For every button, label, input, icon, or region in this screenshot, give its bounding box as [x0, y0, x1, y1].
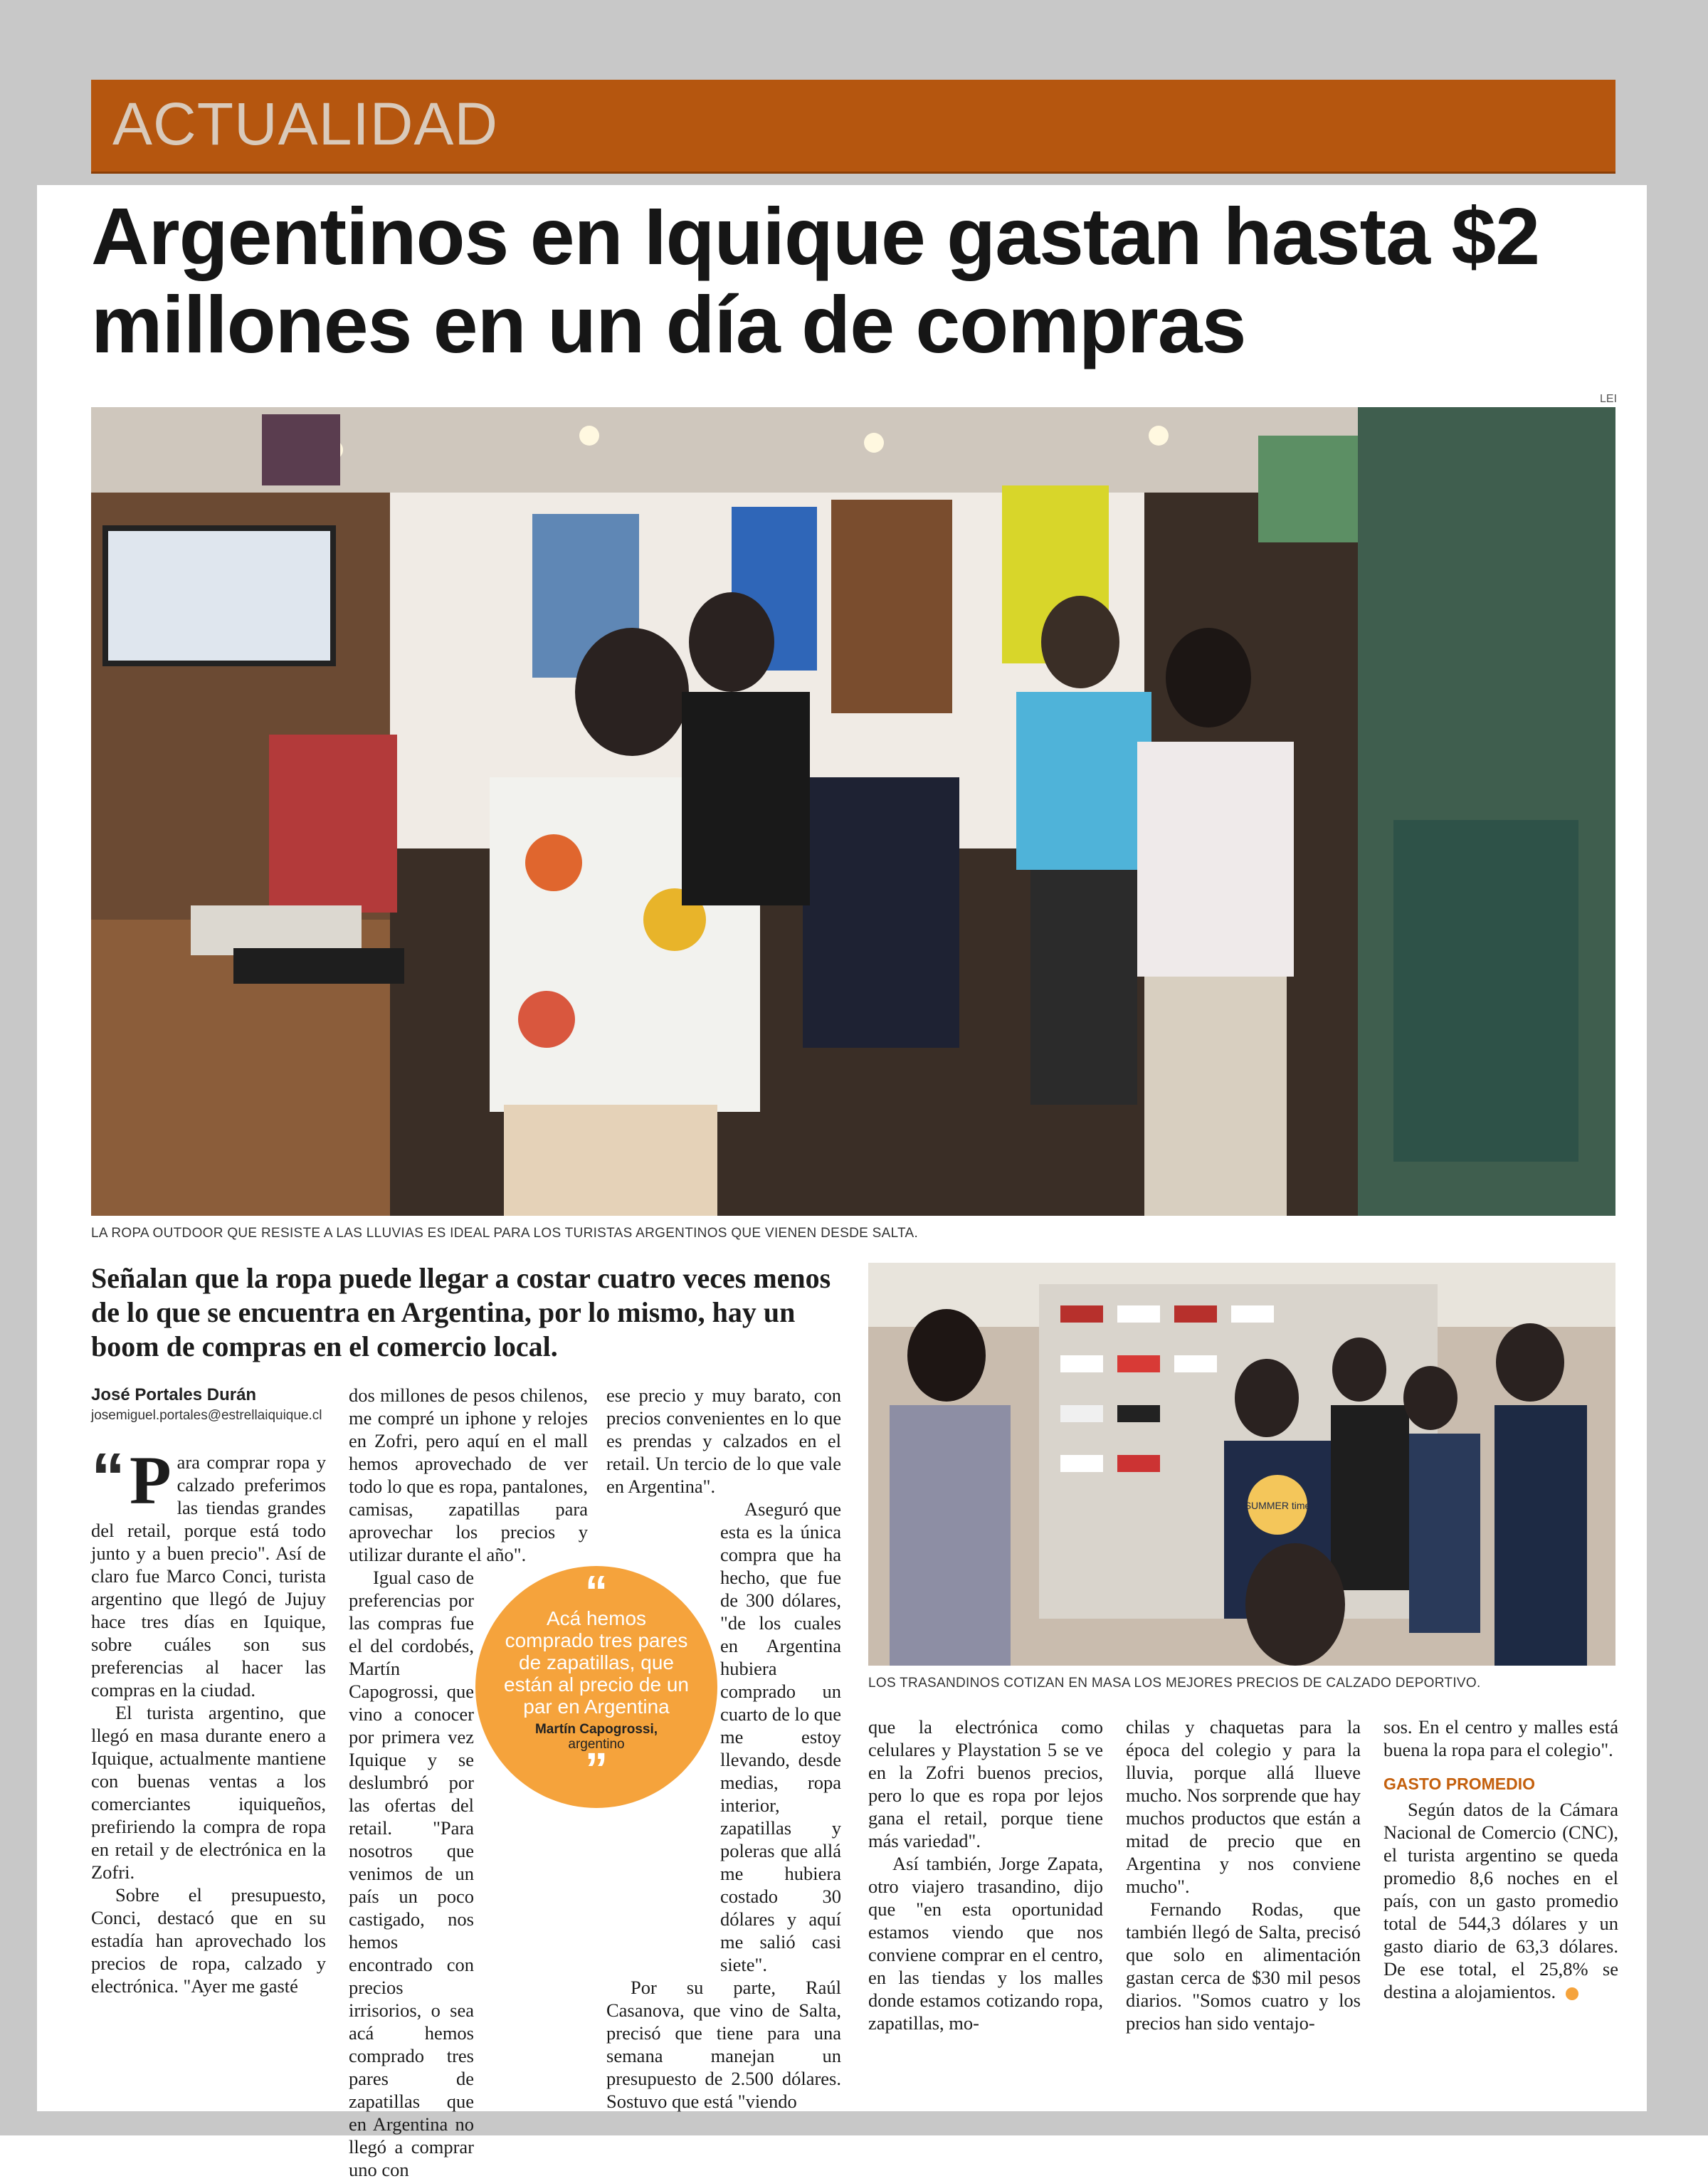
second-photo [868, 1263, 1615, 1666]
photo-credit: LEI [1600, 393, 1618, 405]
headline: Argentinos en Iquique gastan hasta $2 millones en un día de compras [91, 191, 1540, 369]
pull-quote [475, 1566, 717, 1808]
scan-border-left [0, 0, 37, 2135]
byline-email: josemiguel.portales@estrellaiquique.cl [91, 1408, 322, 1423]
second-photo-caption: LOS TRASANDINOS COTIZAN EN MASA LOS MEJORES PRECIOS DE CALZADO DEPORTIVO. [868, 1676, 1481, 1691]
paragraph: chilas y chaquetas para la época del colegio y para la lluvia, porque allá llueve mucho. Nos sorprende que hay muchos productos que están a mitad de precio que en Argentina y nos conviene mucho". [1126, 1716, 1361, 1897]
subhead-gasto-promedio: GASTO PROMEDIO [1383, 1775, 1535, 1793]
section-label: ACTUALIDAD [112, 90, 499, 157]
paragraph: Fernando Rodas, que también llegó de Salta, precisó que solo en alimentación gastan cerca de $30 mil pesos diarios. "Somos cuatro y los precios han sido ventajo- [1126, 1898, 1361, 2034]
pull-quote-close-mark: ” [585, 1743, 608, 1794]
paragraph-text: ara comprar ropa y calzado preferimos las tiendas grandes del retail, porque está todo junto y a buen precio". Así de claro fue Marco Conci, turista argentino que llegó de Jujuy hace tres días en Iquique, sobre cuáles son sus preferencias al hacer las compras en la ciudad. [91, 1451, 326, 1701]
article-column-5 [1126, 1715, 1361, 2034]
opening-paragraph [91, 1439, 326, 1701]
scan-border-bottom [0, 2111, 1708, 2135]
shoe-store-photo [868, 1263, 1615, 1666]
article-column-1 [91, 1439, 326, 1997]
paragraph: Sobre el presupuesto, Conci, destacó que en su estadía han aprovechado los precios de ropa, calzado y electrónica. "Ayer me gasté [91, 1884, 326, 1997]
pull-quote-role: argentino [568, 1737, 625, 1752]
paragraph [1383, 1798, 1618, 2003]
main-photo [91, 407, 1615, 1216]
article-column-6 [1383, 1715, 1618, 2003]
section-header-bar [91, 80, 1615, 174]
pull-quote-author: Martín Capogrossi, [534, 1722, 658, 1737]
drop-cap: P [130, 1442, 172, 1518]
byline-author: José Portales Durán [91, 1385, 257, 1404]
article-column-4 [868, 1715, 1103, 2034]
paragraph: sos. En el centro y malles está buena la ropa para el colegio". [1383, 1716, 1618, 1760]
paragraph: dos millones de pesos chilenos, me compré un iphone y relojes en Zofri, pero aquí en el mall hemos aprovechado de ver todo lo que es ropa, pantalones, camisas, zapatillas para aprovechar los precios y utilizar durante el año". [349, 1384, 588, 1565]
paragraph: Igual caso de preferencias por las compras fue el del cordobés, Martín Capogrossi, que vino a conocer por primera vez Iquique y se deslumbró por las ofertas del retail. "Para nosotros que venimos de un país un poco castigado, nos hemos encontrado con precios irrisorios, o sea acá hemos comprado tres pares de zapatillas que en Argentina no llegó a comprar uno con [349, 1567, 474, 2180]
pull-quote-open-mark: “ [585, 1566, 608, 1617]
paragraph: Aseguró que esta es la única compra que ha hecho, que fue de 300 dólares, "de los cuales en Argentina hubiera comprado un cuarto de lo que me estoy llevando, desde medias, ropa interior, zapatillas y poleras que allá me hubiera costado 30 dólares y aquí me salió casi siete". [720, 1498, 841, 1975]
byline [91, 1385, 333, 1424]
paragraph: que la electrónica como celulares y Playstation 5 se ve en la Zofri buenos precios, pero lo que es ropa por lejos gana el retail, porque tiene más variedad". [868, 1716, 1103, 1851]
store-interior-photo [91, 407, 1615, 1216]
paragraph: Así también, Jorge Zapata, otro viajero trasandino, dijo que "en esta oportunidad estamos viendo que nos conviene comprar en el centro, en las tiendas y los malles donde estamos cotizando ropa, zapatillas, mo- [868, 1853, 1103, 2034]
paragraph: ese precio y muy barato, con precios convenientes en lo que es prendas y calzados en el retail. Un tercio de lo que vale en Argentina". [606, 1384, 841, 1497]
opening-quote-mark: “ [91, 1439, 125, 1515]
main-photo-caption: LA ROPA OUTDOOR QUE RESISTE A LAS LLUVIAS ES IDEAL PARA LOS TURISTAS ARGENTINOS QUE VIENEN DESDE SALTA. [91, 1226, 919, 1241]
paragraph-text: Según datos de la Cámara Nacional de Comercio (CNC), el turista argentino se queda promedio 8,6 noches en el país, con un gasto promedio total de 544,3 dólares y un gasto diario de 63,3 dólares. De ese total, el 25,8% se destina a alojamientos. [1383, 1799, 1618, 2002]
tshirt-print-text: SUMMER time [1244, 1500, 1311, 1511]
paragraph: Por su parte, Raúl Casanova, que vino de Salta, precisó que tiene para una semana manejan un presupuesto de 2.500 dólares. Sostuvo que está "viendo [606, 1977, 841, 2112]
article-dek: Señalan que la ropa puede llegar a costar cuatro veces menos de lo que se encuentra en Argentina, por lo mismo, hay un boom de compras en el comercio local. [91, 1262, 831, 1362]
article-end-icon [1566, 1987, 1578, 2000]
paragraph: El turista argentino, que llegó en masa durante enero a Iquique, actualmente mantiene con buenas ventas a los comerciantes iquiqueños, prefiriendo la compra de ropa en retail y de electrónica en la Zofri. [91, 1702, 326, 1883]
pull-quote-text: Acá hemos comprado tres pares de zapatillas, que están al precio de un par en Argentina [504, 1607, 689, 1718]
scan-border-right [1647, 0, 1708, 2135]
